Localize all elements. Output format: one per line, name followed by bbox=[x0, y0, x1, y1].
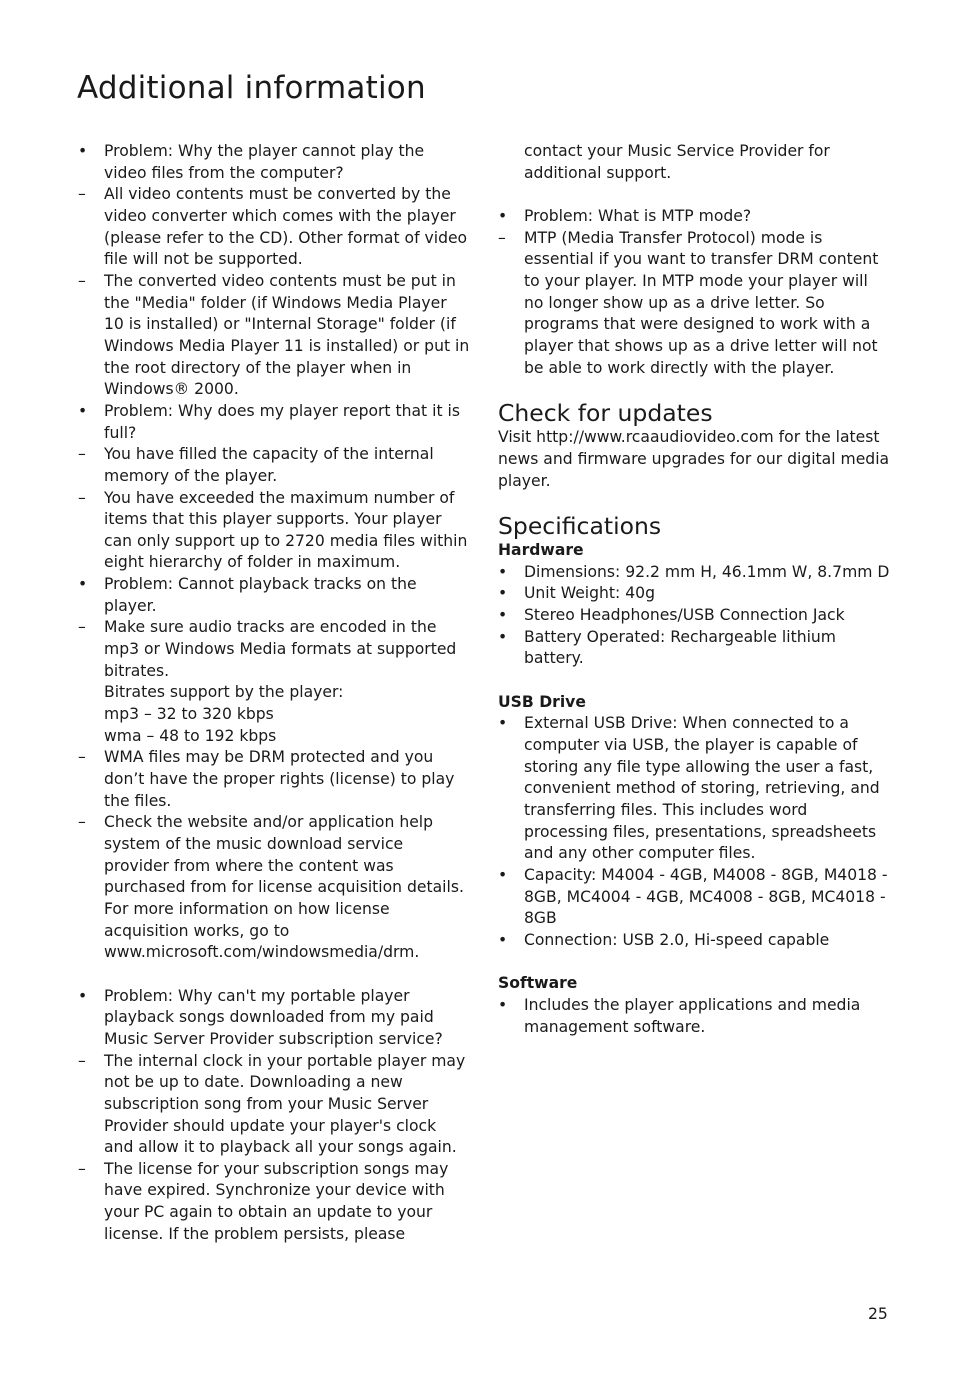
spacer bbox=[498, 952, 890, 974]
spec-item bbox=[498, 627, 890, 670]
bullet-marker: • bbox=[498, 627, 508, 646]
bullet-marker: • bbox=[498, 206, 508, 225]
dash-marker: – bbox=[498, 228, 506, 247]
dash-marker: – bbox=[78, 1051, 86, 1070]
spec-text: Unit Weight: 40g bbox=[524, 584, 655, 603]
bullet-marker: • bbox=[498, 995, 508, 1014]
spec-item bbox=[498, 605, 890, 627]
spec-text: Dimensions: 92.2 mm H, 46.1mm W, 8.7mm D bbox=[524, 562, 890, 581]
spacer bbox=[78, 964, 470, 986]
problem-item bbox=[78, 141, 470, 184]
problem-item bbox=[78, 401, 470, 444]
answer-text: You have filled the capacity of the internal memory of the player. bbox=[104, 445, 434, 485]
dash-marker: – bbox=[78, 618, 86, 637]
answer-text: All video contents must be converted by the video converter which comes with the player (please refer to the CD). Other format of video file will not be supported. bbox=[104, 185, 468, 269]
bullet-marker: • bbox=[498, 866, 508, 884]
answer-item bbox=[78, 271, 470, 401]
answer-text: MTP (Media Transfer Protocol) mode is essential if you want to transfer DRM content to your player. In MTP mode your player will no longer show up as a drive letter. So programs that were designed to work with a player that shows up as a drive letter will not be able to work directly with the player. bbox=[524, 228, 879, 377]
bitrate-mp3: mp3 – 32 to 320 kbps bbox=[104, 705, 274, 724]
bullet-marker: • bbox=[78, 575, 88, 594]
spec-text: External USB Drive: When connected to a computer via USB, the player is capable of storing any file type allowing the user a fast, convenient method of storing, retrieving, and transferring files. This includes word processing files, presentations, spreadsheets and any other computer files. bbox=[524, 714, 880, 863]
answer-item bbox=[78, 617, 470, 682]
page-title: Additional information bbox=[77, 70, 426, 106]
problem-item bbox=[78, 986, 470, 1051]
problem-text: Problem: What is MTP mode? bbox=[524, 206, 752, 225]
bullet-marker: • bbox=[498, 584, 508, 603]
answer-item bbox=[78, 488, 470, 575]
bullet-marker: • bbox=[78, 401, 88, 420]
continuation-text: contact your Music Service Provider for additional support. bbox=[524, 142, 830, 182]
dash-marker: – bbox=[78, 813, 86, 832]
answer-item bbox=[78, 812, 470, 964]
bullet-marker: • bbox=[498, 562, 508, 581]
spec-item bbox=[498, 930, 890, 952]
problem-item bbox=[78, 574, 470, 617]
spec-item bbox=[498, 713, 890, 865]
problem-text: Problem: Why can't my portable player playback songs downloaded from my paid Music Server Provider subscription service? bbox=[104, 986, 443, 1048]
spacer bbox=[498, 670, 890, 692]
dash-marker: – bbox=[78, 445, 86, 464]
spec-text: Capacity: M4004 - 4GB, M4008 - 8GB, M4018 - 8GB, MC4004 - 4GB, MC4008 - 8GB, MC4018 - 8GB bbox=[524, 866, 888, 928]
answer-item bbox=[78, 747, 470, 812]
answer-text: The license for your subscription songs may have expired. Synchronize your device with your PC again to obtain an update to your license. If the problem persists, please bbox=[104, 1159, 449, 1243]
answer-text: WMA files may be DRM protected and you don’t have the proper rights (license) to play the files. bbox=[104, 748, 455, 810]
spec-text: Includes the player applications and media management software. bbox=[524, 995, 861, 1036]
answer-item bbox=[78, 1159, 470, 1246]
problem-text: Problem: Why does my player report that it is full? bbox=[104, 401, 460, 442]
dash-marker: – bbox=[78, 488, 86, 507]
problem-text: Problem: Why the player cannot play the video files from the computer? bbox=[104, 142, 425, 182]
spec-item bbox=[498, 865, 890, 930]
check-updates-heading: Check for updates bbox=[498, 399, 713, 428]
spec-text: Stereo Headphones/USB Connection Jack bbox=[524, 606, 845, 625]
dash-marker: – bbox=[78, 1159, 86, 1178]
problem-text: Problem: Cannot playback tracks on the player. bbox=[104, 575, 417, 615]
spacer bbox=[498, 379, 890, 399]
spec-item bbox=[498, 562, 890, 584]
answer-text: The converted video contents must be put in the "Media" folder (if Windows Media Player 10 is installed) or "Internal Storage" folder (if Windows Media Player 11 is installed) or put in the root directory of the player when in Windows® 2000. bbox=[104, 271, 470, 399]
answer-item bbox=[78, 184, 470, 271]
bullet-marker: • bbox=[78, 142, 88, 160]
bullet-marker: • bbox=[498, 714, 508, 733]
answer-text: The internal clock in your portable player may not be up to date. Downloading a new subscription song from your Music Server Provider should update your player's clock and allow it to playback all your songs again. bbox=[104, 1051, 466, 1157]
answer-item bbox=[78, 1051, 470, 1159]
spec-text: Battery Operated: Rechargeable lithium battery. bbox=[524, 627, 836, 668]
spec-text: Connection: USB 2.0, Hi-speed capable bbox=[524, 930, 830, 949]
bitrate-heading: Bitrates support by the player: bbox=[104, 683, 344, 702]
bullet-marker: • bbox=[498, 930, 508, 949]
hardware-heading: Hardware bbox=[498, 541, 584, 560]
answer-text: Make sure audio tracks are encoded in the mp3 or Windows Media formats at supported bitrates. bbox=[104, 618, 457, 680]
answer-item bbox=[78, 444, 470, 487]
page-number: 25 bbox=[868, 1305, 888, 1323]
answer-text: Check the website and/or application help system of the music download service provider from where the content was purchased from for license acquisition details. For more information on how license acquisition works, go to www.microsoft.com/windowsmedia/drm. bbox=[104, 813, 464, 962]
bullet-marker: • bbox=[498, 606, 508, 625]
bullet-marker: • bbox=[78, 986, 88, 1005]
answer-text: You have exceeded the maximum number of items that this player supports. Your player can only support up to 2720 media files within eight hierarchy of folder in maximum. bbox=[104, 488, 468, 572]
dash-marker: – bbox=[78, 185, 86, 204]
right-column bbox=[498, 141, 890, 1038]
spacer bbox=[498, 492, 890, 512]
dash-marker: – bbox=[78, 748, 86, 767]
problem-item bbox=[498, 206, 890, 228]
spec-item bbox=[498, 995, 890, 1038]
left-column bbox=[78, 141, 470, 1245]
spacer bbox=[498, 184, 890, 206]
answer-item bbox=[498, 228, 890, 380]
usb-drive-heading: USB Drive bbox=[498, 692, 586, 711]
spec-item bbox=[498, 583, 890, 605]
check-updates-text: Visit http://www.rcaaudiovideo.com for the latest news and firmware upgrades for our digital media player. bbox=[498, 428, 890, 490]
specifications-heading: Specifications bbox=[498, 512, 662, 541]
bitrate-wma: wma – 48 to 192 kbps bbox=[104, 726, 277, 745]
software-heading: Software bbox=[498, 974, 578, 993]
dash-marker: – bbox=[78, 271, 86, 290]
